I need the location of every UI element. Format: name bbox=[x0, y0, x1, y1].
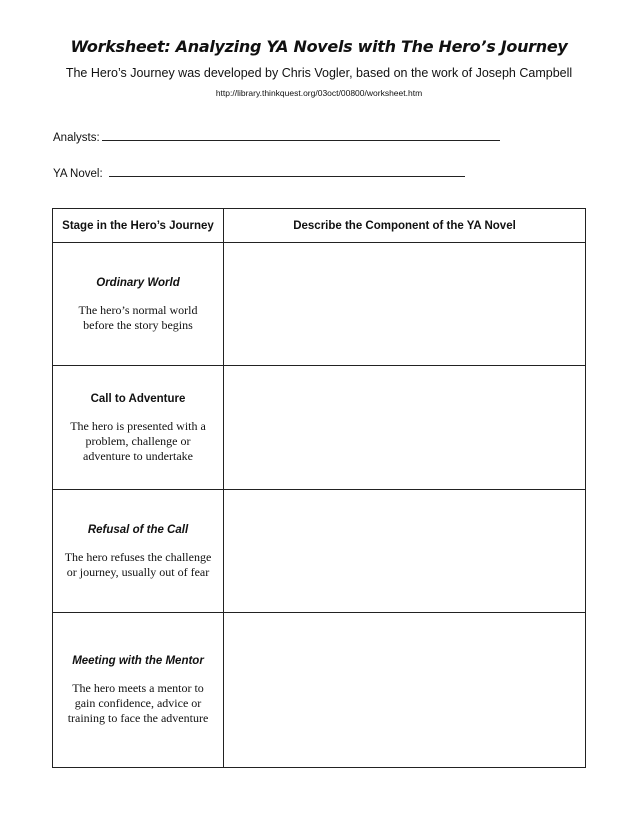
stage-cell bbox=[53, 490, 224, 613]
stage-description-line: The hero refuses the challenge bbox=[64, 549, 212, 564]
heros-journey-table bbox=[52, 208, 586, 768]
worksheet-subtitle: The Hero’s Journey was developed by Chris Vogler, based on the work of Joseph Campbell bbox=[65, 66, 573, 80]
describe-cell[interactable] bbox=[224, 243, 586, 366]
stage-description-line: gain confidence, advice or bbox=[74, 696, 202, 710]
stage-description bbox=[53, 681, 223, 726]
ya-novel-label: YA Novel: bbox=[53, 168, 103, 180]
stage-column-header: Stage in the Hero’s Journey bbox=[53, 209, 224, 243]
table-row bbox=[53, 366, 586, 490]
ya-novel-blank-line[interactable] bbox=[109, 166, 465, 177]
analysts-field bbox=[53, 130, 500, 144]
table-header-row bbox=[53, 209, 586, 243]
describe-cell[interactable] bbox=[224, 613, 586, 768]
stage-description-line: training to face the adventure bbox=[67, 711, 209, 725]
describe-column-header: Describe the Component of the YA Novel bbox=[224, 209, 586, 243]
table-row bbox=[53, 243, 586, 366]
stage-description-line: The hero is presented with a bbox=[70, 418, 206, 433]
table-row bbox=[53, 490, 586, 613]
stage-description-line: before the story begins bbox=[83, 317, 193, 332]
table-row bbox=[53, 613, 586, 768]
ya-novel-field bbox=[53, 166, 465, 180]
stage-description-line: The hero’s normal world bbox=[78, 302, 198, 317]
stage-description-line: problem, challenge or bbox=[85, 433, 191, 448]
stage-description-line: The hero meets a mentor to bbox=[72, 681, 204, 695]
describe-cell[interactable] bbox=[224, 490, 586, 613]
stage-description-line: adventure to undertake bbox=[83, 448, 193, 463]
describe-cell[interactable] bbox=[224, 366, 586, 490]
worksheet-title: Worksheet: Analyzing YA Novels with The Hero’s Journey bbox=[70, 37, 568, 56]
analysts-blank-line[interactable] bbox=[102, 130, 500, 141]
stage-cell bbox=[53, 243, 224, 366]
stage-description bbox=[53, 550, 223, 580]
stage-description-line: or journey, usually out of fear bbox=[66, 564, 210, 579]
stage-name: Meeting with the Mentor bbox=[72, 655, 204, 667]
stage-cell bbox=[53, 366, 224, 490]
stage-description bbox=[53, 303, 223, 333]
source-url: http://library.thinkquest.org/03oct/00800/worksheet.htm bbox=[215, 88, 423, 98]
analysts-label: Analysts: bbox=[53, 132, 100, 144]
stage-description bbox=[53, 419, 223, 464]
stage-name: Refusal of the Call bbox=[87, 523, 189, 536]
stage-name: Ordinary World bbox=[96, 276, 180, 289]
stage-cell bbox=[53, 613, 224, 768]
stage-name: Call to Adventure bbox=[90, 392, 186, 405]
